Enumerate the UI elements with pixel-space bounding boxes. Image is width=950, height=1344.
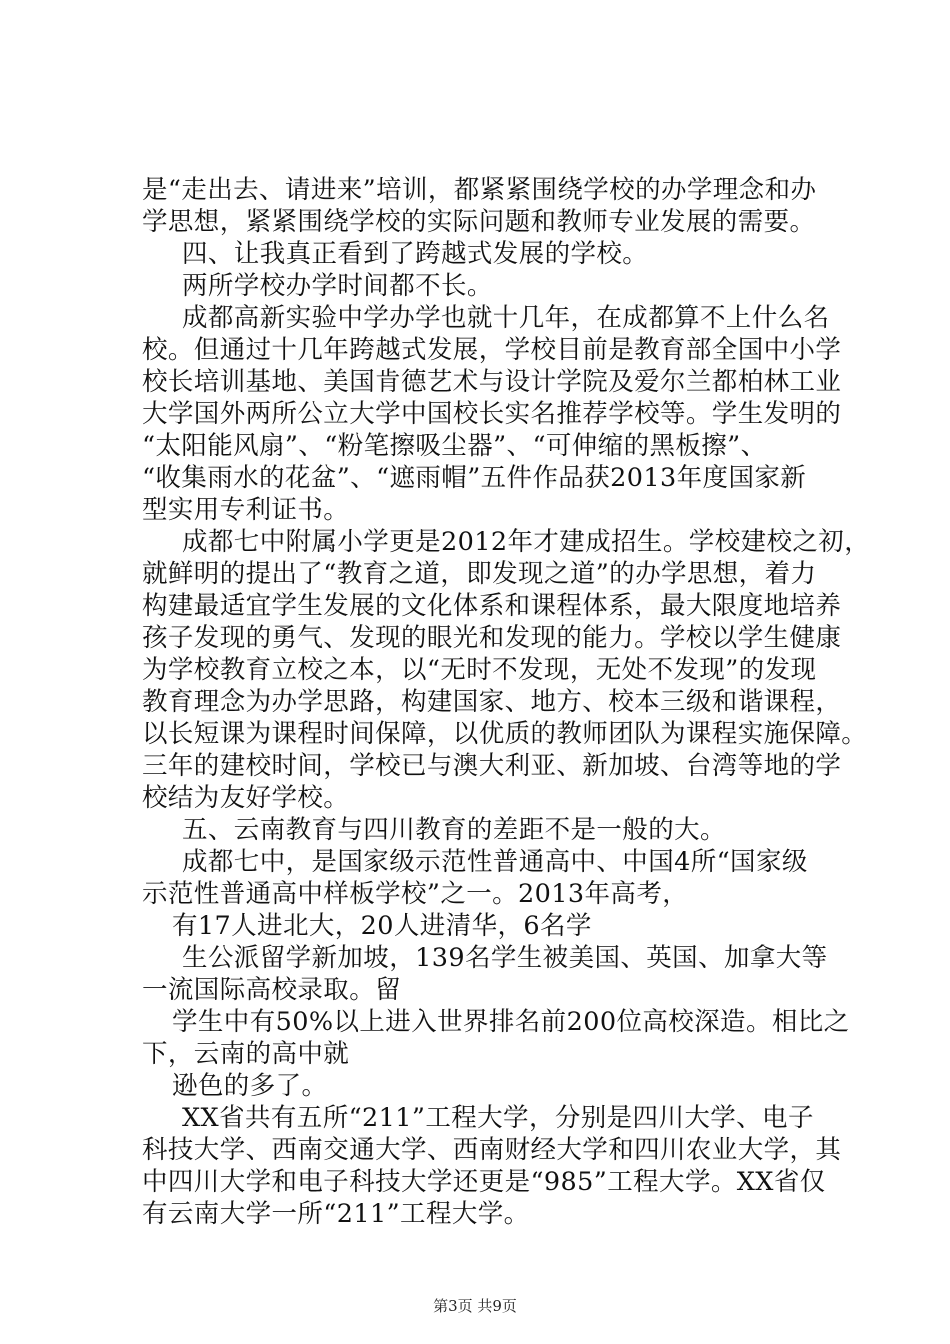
text-line: 逊色的多了。 bbox=[172, 1071, 328, 1101]
text-line: “太阳能风扇”、“粉笔擦吸尘器”、“可伸缩的黑板擦”、 bbox=[142, 431, 767, 461]
text-line: 是“走出去、请进来”培训，都紧紧围绕学校的办学理念和办 bbox=[142, 175, 817, 205]
text-line: 有云南大学一所“211”工程大学。 bbox=[142, 1199, 530, 1229]
text-line: 示范性普通高中样板学校”之一。2013年高考， bbox=[142, 879, 689, 909]
text-line: 教育理念为办学思路，构建国家、地方、校本三级和谐课程， bbox=[142, 687, 842, 717]
text-line: 有17人进北大，20人进清华，6名学 bbox=[172, 911, 592, 941]
text-line: 成都高新实验中学办学也就十几年，在成都算不上什么名 bbox=[182, 303, 830, 333]
text-line: 为学校教育立校之本，以“无时不发现，无处不发现”的发现 bbox=[142, 655, 817, 685]
text-line: 大学国外两所公立大学中国校长实名推荐学校等。学生发明的 bbox=[142, 399, 842, 429]
text-line: 生公派留学新加坡，139名学生被美国、英国、加拿大等 bbox=[182, 943, 828, 973]
text-line: 校。但通过十几年跨越式发展，学校目前是教育部全国中小学 bbox=[142, 335, 842, 365]
text-line: 中四川大学和电子科技大学还更是“985”工程大学。XX省仅 bbox=[142, 1167, 826, 1197]
text-line: 型实用专利证书。 bbox=[142, 495, 350, 525]
text-line: 学生中有50%以上进入世界排名前200位高校深造。相比之 bbox=[172, 1007, 850, 1037]
page-footer: 第3页 共9页 bbox=[433, 1297, 517, 1315]
text-line: 就鲜明的提出了“教育之道，即发现之道”的办学思想，着力 bbox=[142, 559, 817, 589]
section-heading: 五、云南教育与四川教育的差距不是一般的大。 bbox=[182, 815, 726, 845]
text-line: 以长短课为课程时间保障，以优质的教师团队为课程实施保障。 bbox=[142, 719, 868, 749]
text-line: 校结为友好学校。 bbox=[142, 783, 350, 813]
text-line: 学思想，紧紧围绕学校的实际问题和教师专业发展的需要。 bbox=[142, 207, 816, 237]
text-line: 两所学校办学时间都不长。 bbox=[182, 271, 493, 301]
text-line: XX省共有五所“211”工程大学，分别是四川大学、电子 bbox=[182, 1103, 814, 1133]
text-line: 构建最适宜学生发展的文化体系和课程体系，最大限度地培养 bbox=[142, 591, 842, 621]
text-line: 成都七中，是国家级示范性普通高中、中国4所“国家级 bbox=[182, 847, 808, 877]
text-line: 校长培训基地、美国肯德艺术与设计学院及爱尔兰都柏林工业 bbox=[142, 367, 842, 397]
text-line: 下，云南的高中就 bbox=[142, 1039, 350, 1069]
text-line: 科技大学、西南交通大学、西南财经大学和四川农业大学，其 bbox=[142, 1135, 842, 1165]
text-line: 三年的建校时间，学校已与澳大利亚、新加坡、台湾等地的学 bbox=[142, 751, 842, 781]
text-line: 孩子发现的勇气、发现的眼光和发现的能力。学校以学生健康 bbox=[142, 623, 842, 653]
text-line: 成都七中附属小学更是2012年才建成招生。学校建校之初， bbox=[182, 527, 871, 557]
text-line: “收集雨水的花盆”、“遮雨帽”五件作品获2013年度国家新 bbox=[142, 463, 807, 493]
text-line: 一流国际高校录取。留 bbox=[142, 975, 402, 1005]
section-heading: 四、让我真正看到了跨越式发展的学校。 bbox=[182, 239, 649, 269]
